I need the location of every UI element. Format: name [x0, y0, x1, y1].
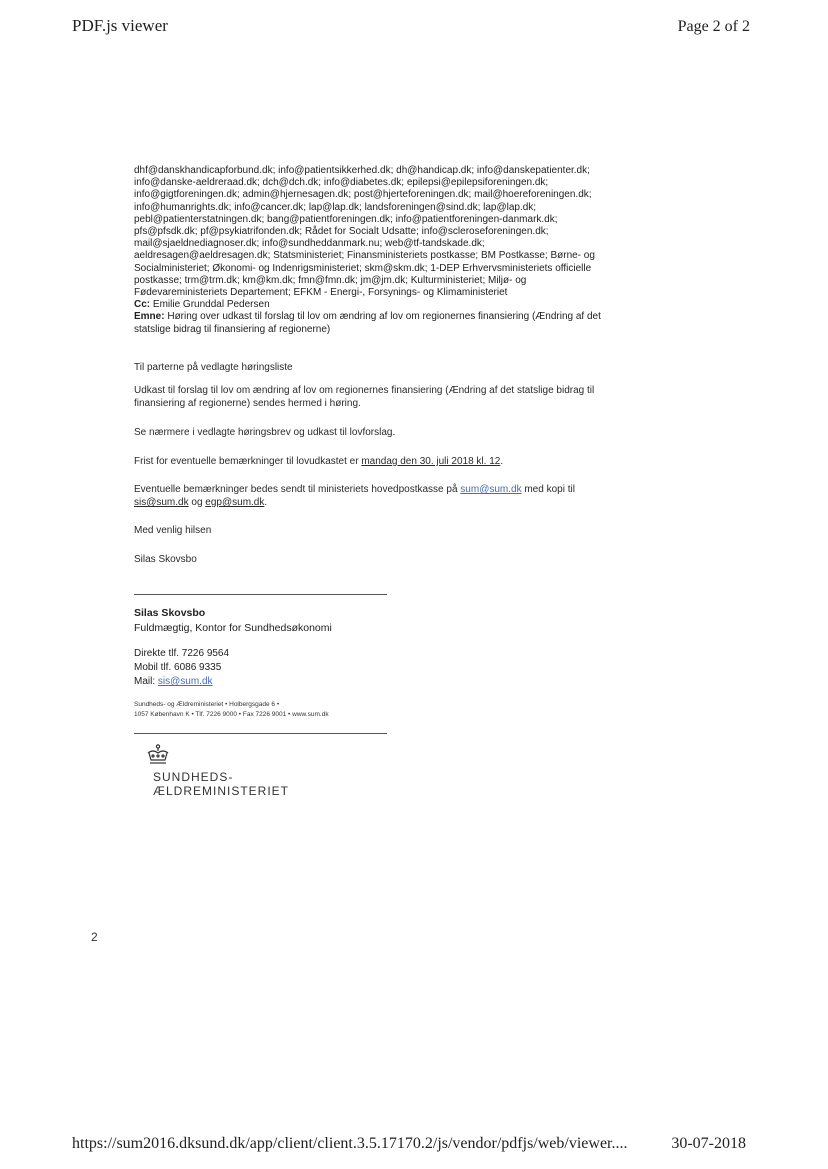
cc-line — [134, 299, 654, 311]
egp-email-link[interactable]: egp@sum.dk — [205, 497, 265, 508]
crown-icon — [145, 744, 171, 766]
deadline-paragraph — [134, 455, 654, 468]
deadline-date: mandag den 30. juli 2018 kl. 12 — [361, 456, 501, 467]
recipients-line: info@gigtforeningen.dk; admin@hjernesagen.dk; post@hjerteforeningen.dk; mail@hoereforeningen.dk; — [134, 189, 592, 201]
intro-paragraph — [134, 384, 654, 410]
subject-line-2: statslige bidrag til finansiering af regionerne) — [134, 323, 331, 335]
signature-title: Fuldmægtig, Kontor for Sundhedsøkonomi — [134, 622, 332, 634]
sender-name: Silas Skovsbo — [134, 554, 197, 565]
recipients-line: Fødevareministeriets Departement; EFKM - Energi-, Forsynings- og Klimaministeriet — [134, 287, 508, 299]
intro-line: Udkast til forslag til lov om ændring af lov om regionernes finansiering (Ændring af det statslige bidrag til — [134, 385, 595, 396]
recipients-line: aeldresagen@aeldresagen.dk; Statsministeriet; Finansministeriets postkasse; BM Postkasse; Børne- og — [134, 250, 595, 262]
recipients-line: Socialministeriet; Økonomi- og Indenrigsministeriet; skm@skm.dk; 1-DEP Erhvervsministeriets officielle — [134, 262, 592, 274]
ministry-logo-line-1: SUNDHEDS- — [153, 770, 234, 784]
viewer-title: PDF.js viewer — [72, 16, 168, 35]
signature-mobile-phone: Mobil tlf. 6086 9335 — [134, 662, 222, 673]
recipients-line: dhf@danskhandicapforbund.dk; info@patientsikkerhed.dk; dh@handicap.dk; info@danskepatienter.dk; — [134, 165, 590, 176]
recipients-line: info@danske-aeldreraad.dk; dch@dch.dk; info@diabetes.dk; epilepsi@epilepsiforeningen.dk; — [134, 177, 549, 189]
subject-line — [134, 311, 654, 323]
recipients-line: mail@sjaeldnediagnoser.dk; info@sundheddanmark.nu; web@tf-tandskade.dk; — [134, 238, 485, 250]
closing: Med venlig hilsen — [134, 525, 212, 536]
reference-paragraph: Se nærmere i vedlagte høringsbrev og udkast til lovforslag. — [134, 427, 396, 438]
footer-url: https://sum2016.dksund.dk/app/client/client.3.5.17170.2/js/vendor/pdfjs/web/viewer.... — [72, 1135, 628, 1152]
address-line: Sundheds- og Ældreministeriet • Holbergsgade 6 • — [134, 701, 280, 708]
deadline-suffix: . — [500, 456, 504, 467]
address-line: 1057 København K • Tlf. 7226 9000 • Fax 7226 9001 • www.sum.dk — [134, 711, 329, 718]
contact-and: og — [188, 497, 206, 508]
footer-date: 30-07-2018 — [671, 1135, 746, 1152]
cc-value: Emilie Grunddal Pedersen — [152, 299, 270, 311]
contact-prefix: Eventuelle bemærkninger bedes sendt til ministeriets hovedpostkasse på — [134, 484, 461, 495]
signature-divider — [134, 594, 387, 595]
recipients-line: postkasse; trm@trm.dk; km@km.dk; fmn@fmn.dk; jm@jm.dk; Kulturministeriet; Miljø- og — [134, 274, 527, 286]
recipients-line: info@humanrights.dk; info@cancer.dk; lap@lap.dk; landsforeningen@sind.dk; lap@lap.dk; — [134, 201, 537, 213]
recipients-line: pebl@patienterstatningen.dk; bang@patientforeningen.dk; info@patientforeningen-danmark.dk; — [134, 213, 558, 225]
ministry-logo-line-2: ÆLDREMINISTERIET — [153, 784, 290, 798]
contact-paragraph — [134, 483, 654, 509]
subject-text: Høring over udkast til forslag til lov om ændring af lov om regionernes finansiering (Ændring af det — [167, 311, 601, 323]
intro-line: finansiering af regionerne) sendes hermed i høring. — [134, 398, 361, 409]
signature-direct-phone: Direkte tlf. 7226 9564 — [134, 648, 230, 659]
page-number: 2 — [91, 930, 98, 944]
address-divider — [134, 733, 387, 734]
signature-mail — [134, 676, 213, 687]
contact-end: . — [264, 497, 268, 508]
page-indicator: Page 2 of 2 — [677, 18, 750, 35]
subject-label: Emne: — [134, 311, 165, 323]
deadline-prefix: Frist for eventuelle bemærkninger til lovudkastet er — [134, 456, 362, 467]
contact-middle: med kopi til — [521, 484, 575, 495]
sum-email-link[interactable]: sum@sum.dk — [460, 484, 522, 495]
greeting: Til parterne på vedlagte høringsliste — [134, 362, 293, 373]
signature-name: Silas Skovsbo — [134, 607, 206, 619]
mail-label: Mail: — [134, 676, 158, 687]
sis-email-link[interactable]: sis@sum.dk — [134, 497, 189, 508]
email-recipients — [134, 165, 654, 336]
recipients-line: pfs@pfsdk.dk; pf@psykiatrifonden.dk; Rådet for Socialt Udsatte; info@scleroseforeningen.dk; — [134, 226, 549, 238]
cc-label: Cc: — [134, 299, 151, 311]
signature-mail-link[interactable]: sis@sum.dk — [157, 676, 213, 687]
